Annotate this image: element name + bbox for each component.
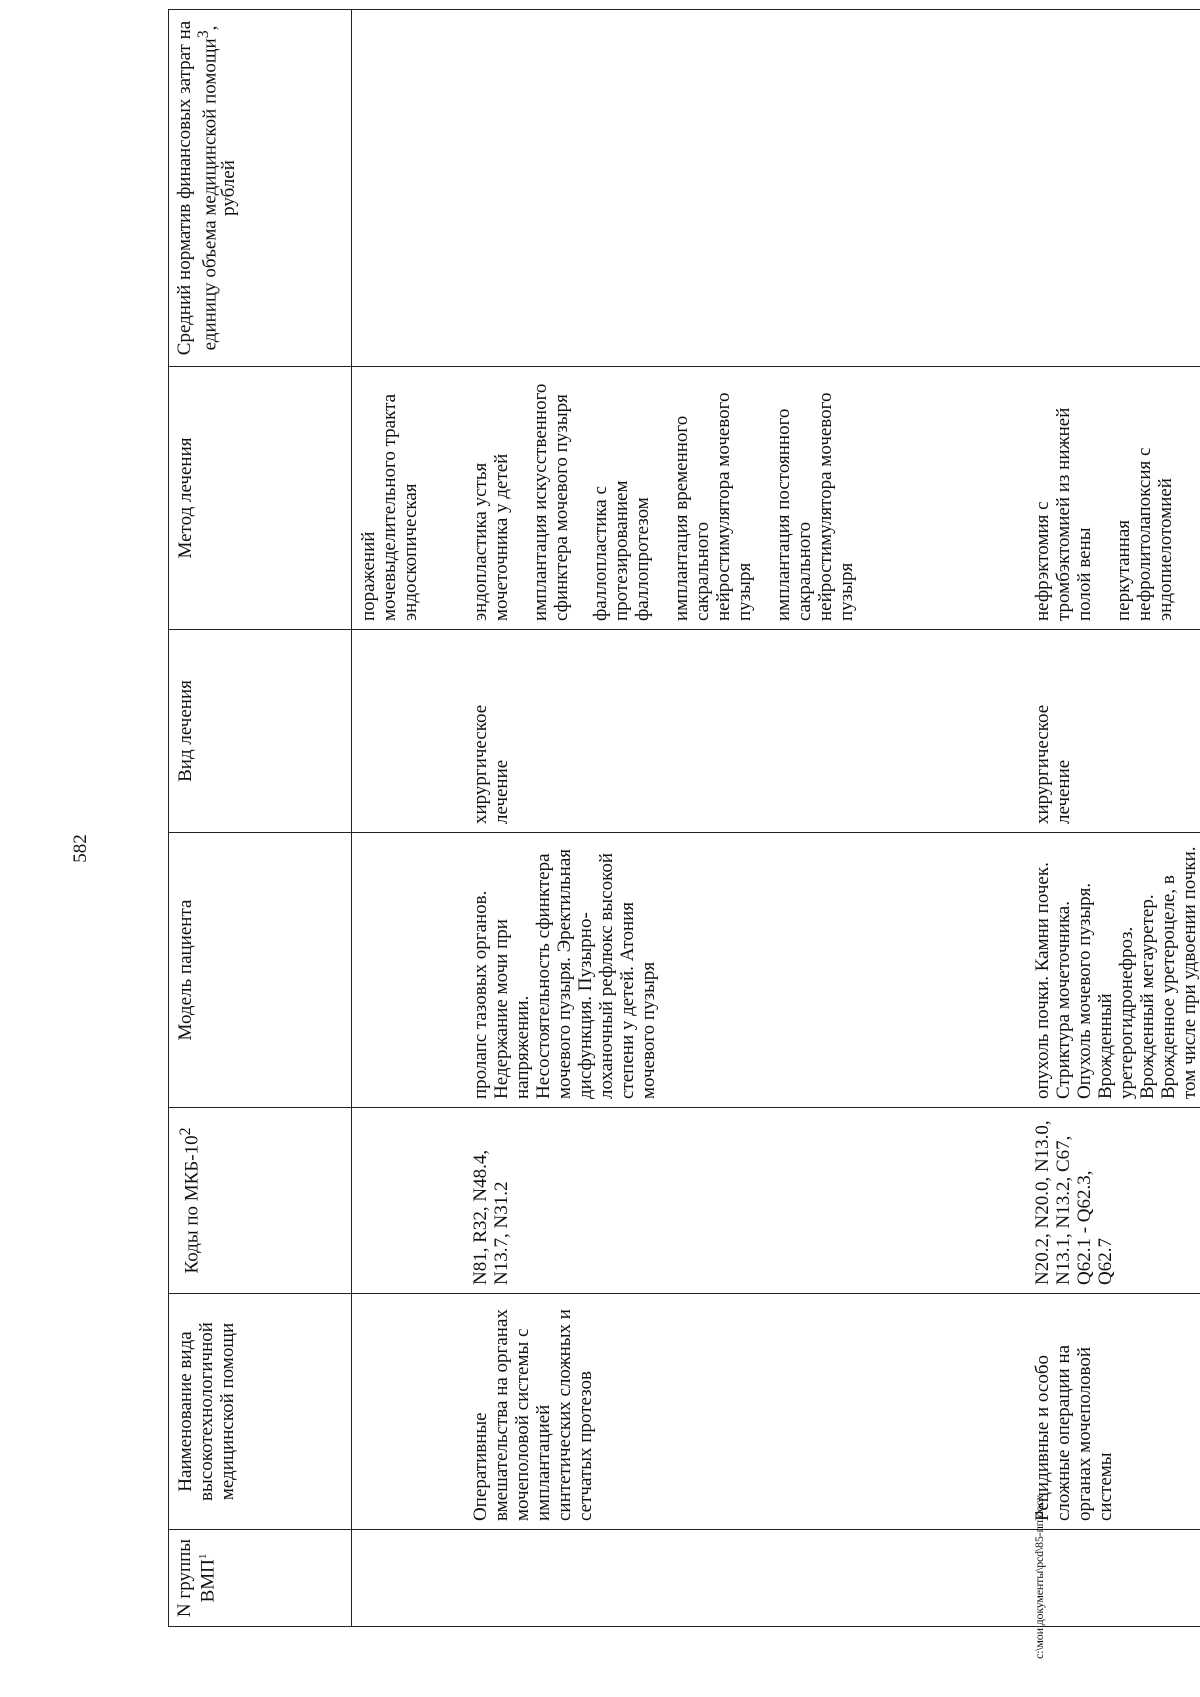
row-1-model: пролапс тазовых органов. Недержание мочи при напряжении. Несостоятельность сфинктера мочевого пузыря. Эректильная дисфункция. Пузырно-лоханочный рефлюкс высокой степени у детей. Атония мочевого пузыря <box>470 833 857 1108</box>
header-codes: Коды по МКБ-$10^2$ <box>169 1108 352 1294</box>
method-item: перкутанная нефролитолапоксия с эндопиелотомией <box>1113 447 1176 621</box>
row-1-methods <box>470 367 857 630</box>
header-n-group: N группы ВМП$^1$ <box>169 1530 352 1627</box>
method-item: фаллопластика с протезированием фаллопротезом <box>590 480 653 621</box>
vmp-table <box>168 9 1200 1627</box>
header-method: Метод лечения <box>169 367 352 630</box>
header-name: Наименование вида высокотехнологичной медицинской помощи <box>169 1294 352 1530</box>
row-1-codes: N81, R32, N48.4, N13.7, N31.2 <box>470 1108 857 1294</box>
method-item: эндопластика устья мочеточника у детей <box>470 453 512 621</box>
header-model: Модель пациента <box>169 833 352 1108</box>
row-1-treatment-type: хирургическое лечение <box>470 630 857 833</box>
method-item: нефрэктомия с тромбэктомией из нижней полой вены <box>1032 407 1095 621</box>
row-2-name: Рецидивные и особо сложные операции на органах мочеполовой системы <box>1032 1294 1200 1530</box>
row-2-methods <box>1032 367 1200 630</box>
method-item: имплантация постоянного сакрального нейростимулятора мочевого пузыря <box>773 392 857 621</box>
page-number: 582 <box>70 834 91 863</box>
header-treatment-type: Вид лечения <box>169 630 352 833</box>
row-2-model: опухоль почки. Камни почек. Стриктура мочеточника. Опухоль мочевого пузыря. Врожденный уретерогидронефроз. Врожденный мегауретер. Врожденное уретероцеле, в том числе при удвоении почки. <box>1032 833 1200 1108</box>
footer-file-path: c:\мои документы\pcd\85-пп.docx <box>1032 1494 1046 1659</box>
table-row-continuation <box>352 10 471 1627</box>
row-1-name: Оперативные вмешательства на органах мочеполовой системы с имплантацией синтетических сложных и сетчатых протезов <box>470 1294 857 1530</box>
row-2-codes: N20.2, N20.0, N13.0, N13.1, N13.2, C67, Q62.1 - Q62.3, Q62.7 <box>1032 1108 1200 1294</box>
header-cost: Средний норматив финансовых затрат на единицу объема медицинской помощи$^3$, рублей <box>169 10 352 367</box>
table-row <box>470 10 857 1627</box>
row-2-treatment-type: хирургическое лечение <box>1032 630 1200 833</box>
table-header-row <box>169 10 352 1627</box>
method-item: имплантация временного сакрального нейростимулятора мочевого пузыря <box>671 392 755 621</box>
method-item: имплантация искусственного сфинктера мочевого пузыря <box>530 383 572 621</box>
continuation-method: поражений мочевыделительного тракта эндоскопическая <box>352 367 471 630</box>
table-row <box>1032 10 1200 1627</box>
